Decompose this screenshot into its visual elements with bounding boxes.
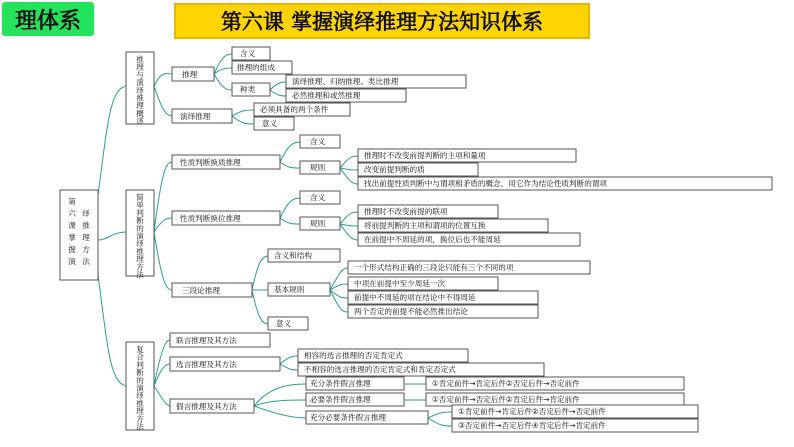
node-zl2[interactable]: [286, 89, 406, 102]
svg-text:推理时不改变前提的联项: 推理时不改变前提的联项: [364, 207, 448, 216]
branch-1-label: 推理与演绎推理概述: [136, 55, 144, 126]
svg-text:三段论推理: 三段论推理: [182, 286, 220, 295]
node-sd-r4[interactable]: [348, 305, 538, 318]
branch-2-node[interactable]: [126, 190, 154, 279]
svg-text:一个形式结构正确的三段论只能有三个不同的项: 一个形式结构正确的三段论只能有三个不同的项: [354, 263, 514, 272]
node-sd-hanyi[interactable]: [268, 249, 340, 262]
node-yy2[interactable]: [254, 117, 294, 130]
node-sd-yiyi[interactable]: [268, 317, 308, 330]
node-zhonglei[interactable]: [232, 83, 270, 96]
svg-text:性质判断换位推理: 性质判断换位推理: [180, 214, 241, 223]
svg-text:含义: 含义: [310, 137, 326, 146]
svg-text:种类: 种类: [240, 85, 256, 94]
node-tuili[interactable]: [172, 67, 214, 81]
svg-text:必要条件假言推理: 必要条件假言推理: [310, 395, 371, 404]
svg-text:充分条件假言推理: 充分条件假言推理: [310, 379, 371, 388]
node-hw-hanyi[interactable]: [300, 191, 340, 204]
svg-text:假言推理及其方法: 假言推理及其方法: [176, 402, 237, 411]
svg-text:规则: 规则: [310, 163, 326, 172]
branch-3-label: 复合判断的演绎推理方法: [136, 345, 144, 431]
node-hanyi-1[interactable]: [232, 47, 270, 60]
node-cfby[interactable]: [306, 411, 428, 424]
node-hz-guize[interactable]: [300, 161, 340, 174]
node-hz-r3[interactable]: [358, 177, 772, 190]
node-jiayan[interactable]: [170, 399, 254, 413]
node-hw-guize[interactable]: [300, 217, 340, 230]
svg-text:改变前提判断的质: 改变前提判断的质: [364, 165, 425, 174]
svg-text:推理: 推理: [182, 70, 198, 79]
svg-text:前提中不周延的项在结论中不得周延: 前提中不周延的项在结论中不得周延: [354, 293, 476, 302]
node-hw-r3[interactable]: [358, 233, 580, 246]
root-node[interactable]: [60, 190, 98, 280]
node-zucheng[interactable]: [232, 61, 292, 74]
node-huanwei[interactable]: [172, 211, 280, 225]
node-xuanyan[interactable]: [170, 357, 280, 371]
svg-text:①否定前件→否定后件②肯定后件→肯定前件: ①否定前件→否定后件②肯定后件→肯定前件: [432, 395, 580, 404]
node-zl1[interactable]: [286, 75, 466, 88]
node-huanzhi[interactable]: [172, 155, 280, 169]
node-xy1[interactable]: [298, 349, 468, 362]
svg-text:①肯定前件→肯定后件②否定后件→否定前件: ①肯定前件→肯定后件②否定后件→否定前件: [458, 407, 606, 416]
svg-text:①肯定前件→肯定后件②否定后件→否定前件: ①肯定前件→肯定后件②否定后件→否定前件: [432, 379, 580, 388]
svg-text:规则: 规则: [310, 219, 326, 228]
svg-text:意义: 意义: [276, 319, 292, 328]
svg-text:在前提中不周延的项，换位后也不能周延: 在前提中不周延的项，换位后也不能周延: [364, 235, 501, 244]
node-by[interactable]: [306, 393, 404, 406]
branch-1-node[interactable]: [126, 52, 154, 126]
svg-text:充分必要条件假言推理: 充分必要条件假言推理: [310, 413, 386, 422]
root-label: 第六课掌握演绎推理方法: [68, 197, 90, 266]
node-lianyan[interactable]: [170, 333, 270, 347]
svg-text:推理的组成: 推理的组成: [237, 63, 275, 72]
node-yanyi[interactable]: [172, 109, 232, 123]
svg-text:演绎推理、归纳推理、类比推理: 演绎推理、归纳推理、类比推理: [292, 77, 399, 86]
node-cf-r[interactable]: [426, 377, 684, 390]
node-by-r[interactable]: [426, 393, 684, 406]
logo-badge: 理体系: [2, 2, 94, 36]
node-yy1[interactable]: [254, 103, 350, 116]
node-hw-r2[interactable]: [358, 219, 548, 232]
svg-text:找出前提性质判断中与谓项相矛盾的概念，用它作为结论性质判断的: 找出前提性质判断中与谓项相矛盾的概念，用它作为结论性质判断的谓项: [364, 179, 607, 188]
branch-2-label: 简单判断的演绎推理方法: [136, 193, 144, 279]
svg-text:联言推理及其方法: 联言推理及其方法: [176, 336, 237, 345]
svg-text:含义: 含义: [310, 193, 326, 202]
node-cfby-r1[interactable]: [452, 405, 698, 418]
svg-text:意义: 意义: [262, 119, 278, 128]
svg-text:推理时不改变前提判断的主项和量项: 推理时不改变前提判断的主项和量项: [364, 151, 486, 160]
node-sanduan[interactable]: [172, 283, 252, 297]
svg-text:演绎推理: 演绎推理: [180, 112, 211, 121]
node-hz-r2[interactable]: [358, 163, 478, 176]
page-title: 第六课 掌握演绎推理方法知识体系: [174, 3, 590, 39]
svg-text:不相容的选言推理的否定肯定式和肯定否定式: 不相容的选言推理的否定肯定式和肯定否定式: [304, 365, 456, 374]
node-xy2[interactable]: [298, 363, 544, 376]
svg-text:③否定前件→否定后件④肯定后件→肯定前件: ③否定前件→否定后件④肯定后件→肯定前件: [458, 421, 606, 430]
branch-3-node[interactable]: [126, 342, 154, 431]
svg-text:含义和结构: 含义和结构: [274, 251, 312, 260]
node-hw-r1[interactable]: [358, 205, 498, 218]
svg-text:相容的选言推理的否定肯定式: 相容的选言推理的否定肯定式: [304, 351, 403, 360]
node-sd-guize[interactable]: [268, 283, 330, 296]
svg-text:必然推理和或然推理: 必然推理和或然推理: [292, 91, 361, 100]
node-cf[interactable]: [306, 377, 404, 390]
svg-text:基本规则: 基本规则: [274, 285, 305, 294]
node-sd-r1[interactable]: [348, 261, 590, 274]
node-sd-r3[interactable]: [348, 291, 538, 304]
node-hz-r1[interactable]: [358, 149, 576, 162]
svg-text:将前提判断的主项和谓项的位置互换: 将前提判断的主项和谓项的位置互换: [364, 221, 486, 230]
svg-text:必须具备的两个条件: 必须具备的两个条件: [260, 105, 329, 114]
node-sd-r2[interactable]: [348, 277, 498, 290]
svg-text:含义: 含义: [240, 49, 256, 58]
node-hz-hanyi[interactable]: [300, 135, 340, 148]
svg-text:中项在前提中至少周延一次: 中项在前提中至少周延一次: [354, 279, 446, 288]
svg-text:两个否定的前提不能必然推出结论: 两个否定的前提不能必然推出结论: [354, 307, 468, 316]
svg-text:性质判断换质推理: 性质判断换质推理: [180, 158, 241, 167]
node-cfby-r2[interactable]: [452, 419, 698, 432]
svg-text:选言推理及其方法: 选言推理及其方法: [176, 360, 237, 369]
